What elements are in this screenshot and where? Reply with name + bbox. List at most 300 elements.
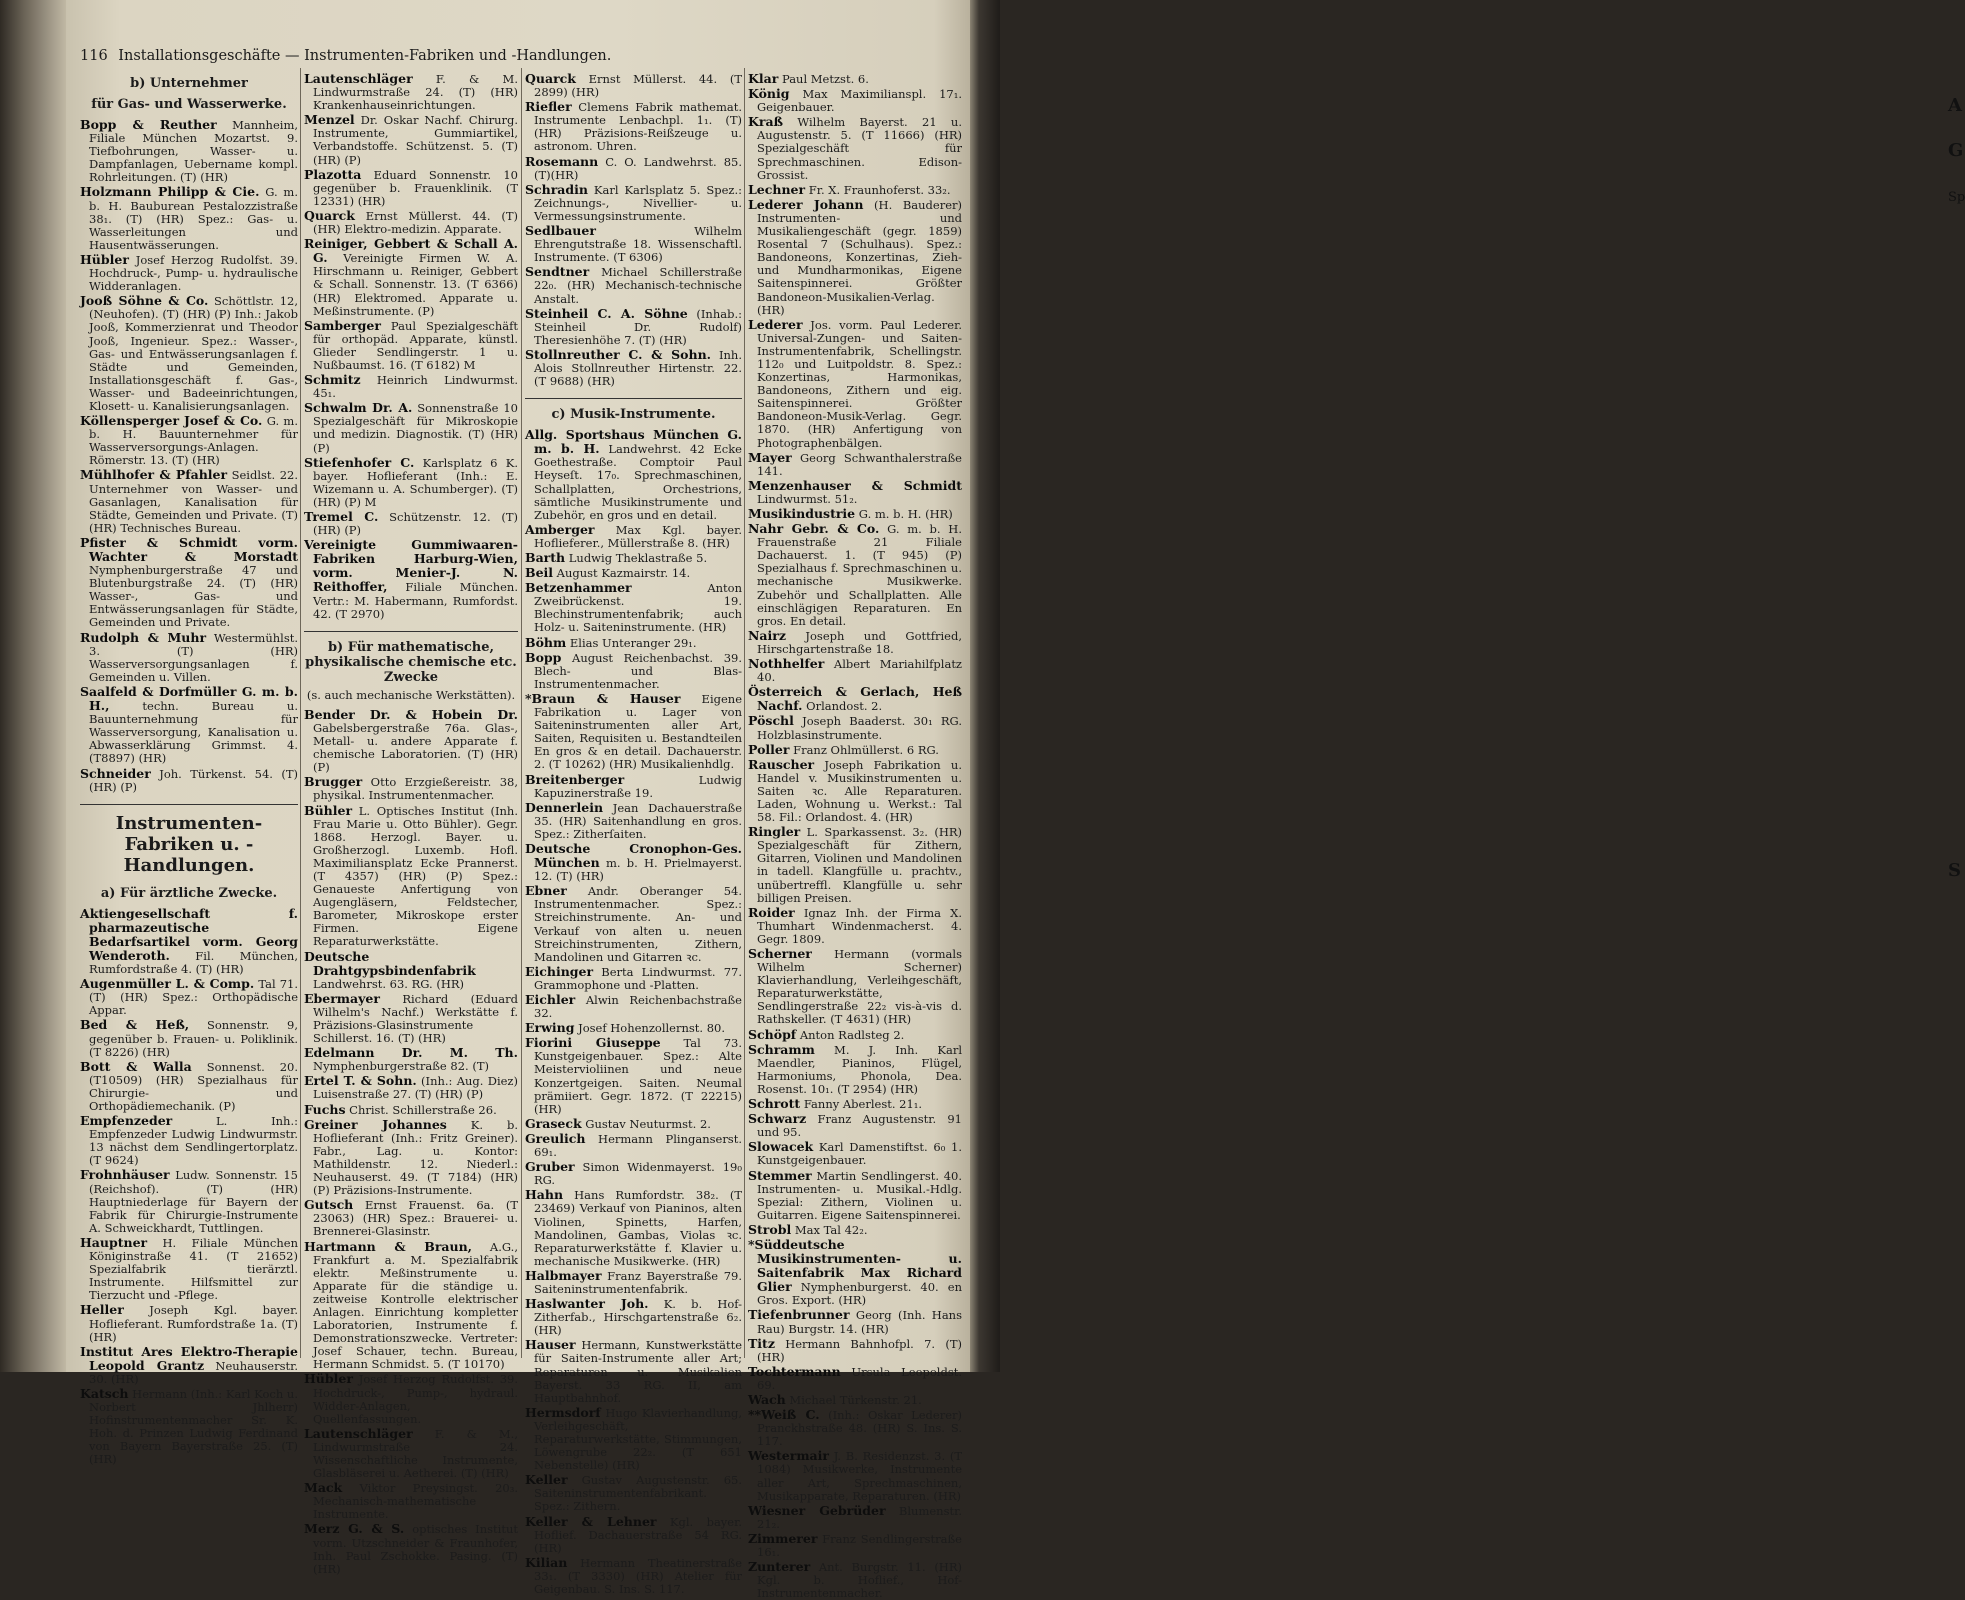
firm-name: Amberger	[525, 521, 595, 537]
entry-details: Vereinigte Firmen W. A. Hirschmann u. Reiniger, Gebbert & Schall. Sonnenstr. 13. (T 6366) (HR) Elektromed. Apparate u. Meßinstrumente. (P)	[313, 251, 518, 318]
firm-name: Keller	[525, 1472, 568, 1488]
firm-name: Ertel T. & Sohn.	[304, 1073, 417, 1089]
entry-details: Sonnenstraße 10 Spezialgeschäft für Mikroskopie und medizin. Diagnostik. (T) (HR) (P)	[313, 401, 518, 455]
firm-name: Merz G. & S.	[304, 1521, 405, 1537]
firm-name: Breitenberger	[525, 771, 625, 787]
firm-name: Musikindustrie	[748, 506, 856, 521]
firm-name: Mühlhofer & Pfahler	[80, 467, 228, 483]
firm-name: Pfister & Schmidt vorm. Wachter & Morstadt	[80, 534, 298, 564]
entry-details: G. m. b. H. Frauenstraße 21 Filiale Dachauerst. 1. (T 945) (P) Spezialhaus f. Sprechmaschinen u. mechanische Musikwerke. Zubehör und Schallplatten. Alle einschlägigen Reparaturen. En gros. En detail.	[757, 522, 962, 628]
directory-entry	[525, 773, 742, 800]
entry-details: Richard (Eduard Wilhelm's Nachf.) Werkstätte f. Präzisions-Glasinstrumente Schillerst. 16. (T) (HR)	[313, 991, 518, 1046]
directory-entry	[80, 1018, 298, 1058]
subsection-note: (s. auch mechanische Werkstätten).	[306, 687, 516, 702]
directory-entry	[80, 185, 298, 251]
entry-details: Schöttlstr. 12, (Neuhofen). (T) (HR) (P) Inh.: Jakob Jooß, Kommerzienrat und Theodor Jooß, Ingenieur. Spez.: Wasser-, Gas- und Entwässerungsanlagen f. Städte und Gemeinden, Installationsgeschäft f. Gas-, Wasser- und Badeeinrichtungen, Klosett- u. Kanalisierungsanlagen.	[89, 294, 298, 413]
firm-name: Graseck	[525, 1115, 582, 1131]
directory-entry	[748, 743, 962, 757]
directory-entry	[304, 538, 518, 621]
edge-fragment: A	[1948, 95, 1962, 116]
firm-name: Klar	[748, 71, 779, 86]
directory-entry	[304, 1103, 518, 1117]
directory-entry	[748, 629, 962, 656]
directory-entry	[80, 685, 298, 766]
entry-details: F. & M. Lindwurmstraße 24. (T) (HR) Krankenhauseinrichtungen.	[313, 72, 518, 113]
directory-entry	[80, 1303, 298, 1343]
firm-name: Zimmerer	[748, 1530, 818, 1546]
directory-entry	[304, 1074, 518, 1101]
firm-name: Schrott	[748, 1096, 801, 1112]
directory-entry	[304, 168, 518, 208]
firm-name: Nahr Gebr. & Co.	[748, 521, 880, 537]
edge-fragment: G	[1948, 140, 1964, 161]
firm-name: Hübler	[80, 251, 129, 267]
entry-details: C. O. Landwehrst. 85. (T)(HR)	[534, 154, 742, 182]
directory-entry	[80, 1114, 298, 1167]
entry-details: Karl Karlsplatz 5. Spez.: Zeichnungs-, Nivellier- u. Vermessungsinstrumente.	[534, 182, 742, 223]
directory-entry	[304, 72, 518, 112]
entry-details: Westermühlst. 3. (T) (HR) Wasserversorgungsanlagen f. Gemeinden u. Villen.	[89, 630, 298, 684]
entry-details: Ludwig Kapuzinerstraße 19.	[534, 772, 742, 800]
firm-name: Rudolph & Muhr	[80, 629, 207, 645]
directory-entry	[304, 1240, 518, 1372]
firm-name: Schramm	[748, 1041, 815, 1057]
entry-details: Sonnenstr. 9, gegenüber b. Frauen- u. Poliklinik. (T 8226) (HR)	[89, 1018, 298, 1059]
entry-details: (Inh.: Oskar Lederer) Pranckhstraße 48. (HR) S. Ins. S. 117.	[757, 1408, 962, 1449]
firm-name: Halbmayer	[525, 1267, 602, 1283]
firm-name: Heller	[80, 1302, 124, 1318]
directory-entry	[304, 510, 518, 537]
directory-entry	[525, 1036, 742, 1116]
entry-details: K. b. Hoflieferant (Inh.: Fritz Greiner). Fabr., Lag. u. Kontor: Mathildenstr. 12. Niederl.: Neuhauserst. 49. (T 7184) (HR) (P) Präzisions-Instrumente.	[313, 1117, 519, 1198]
directory-entry	[525, 183, 742, 223]
directory-entry	[304, 1522, 518, 1575]
firm-name: Greiner Johannes	[304, 1116, 447, 1132]
entry-details: Otto Erzgießereistr. 38, physikal. Instrumentenmacher.	[313, 775, 518, 803]
firm-name: Eichler	[525, 992, 576, 1007]
entry-details: Georg (Inh. Hans Rau) Burgstr. 14. (HR)	[757, 1308, 962, 1336]
directory-entry	[304, 1046, 518, 1073]
directory-entry	[748, 1238, 962, 1307]
entry-details: Landwehrst. 42 Ecke Goethestraße. Comptoir Paul Heyseſt. 17₀. Sprechmaschinen, Schallplatten, Orchestrions, sämtliche Musikinstrumente und Zubehör, en gros und en detail.	[534, 442, 742, 522]
directory-entry	[748, 714, 962, 741]
directory-entry	[748, 1028, 962, 1042]
column-4	[748, 71, 962, 1600]
column-rule	[744, 68, 745, 1358]
firm-name: Edelmann Dr. M. Th.	[304, 1045, 518, 1061]
firm-name: Mayer	[748, 449, 792, 465]
running-title: Installationsgeschäfte — Instrumenten-Fabriken und -Handlungen.	[118, 48, 612, 64]
firm-name: Greulich	[525, 1130, 586, 1146]
directory-entry	[525, 1269, 742, 1296]
firm-name: Plazotta	[304, 166, 362, 182]
entry-details: Gabelsbergerstraße 76a. Glas-, Metall- u. andere Apparate f. chemische Laboratorien. (T) (HR) (P)	[313, 720, 518, 775]
entry-details: Schützenstr. 12. (T) (HR) (P)	[313, 510, 518, 538]
firm-name: Rosemann	[525, 153, 599, 169]
firm-name: Fuchs	[304, 1101, 346, 1117]
entry-details: Ignaz Inh. der Firma X. Thumhart Windenmacherst. 4. Gegr. 1809.	[757, 905, 962, 946]
entry-details: Kgl. bayer. Hoflief. Dachauerstraße 54 RG. (HR)	[534, 1514, 742, 1555]
entry-details: Franz Bayerstraße 79. Saiteninstrumentenfabrik.	[534, 1268, 742, 1296]
directory-entry	[748, 87, 962, 114]
directory-entry	[304, 950, 518, 991]
directory-entry	[748, 507, 962, 521]
entry-details: Wilhelm Bayerst. 21 u. Augustenstr. 5. (T 11666) (HR) Spezialgeschäft für Sprechmaschinen. Edison-Grossist.	[757, 115, 962, 182]
entry-details: H. Filiale München Königinstraße 41. (T 21652) Spezialfabrik tierärztl. Instrumente. Hilfsmittel zur Tierzucht und -Pflege.	[89, 1235, 298, 1303]
entry-details: Karl Damenstiftst. 6₀ 1. Kunstgeigenbauer.	[757, 1140, 962, 1168]
entry-details: Eduard Sonnenstr. 10 gegenüber b. Frauenklinik. (T 12331) (HR)	[313, 167, 518, 208]
entry-details: Tal 73. Kunstgeigenbauer. Spez.: Alte Meistervioliinen und neue Konzertgeigen. Saiten. Neumal prämiiert. Gegr. 1872. (T 22215) (HR)	[534, 1036, 742, 1116]
firm-name: Lederer Johann	[748, 196, 864, 212]
entry-details: Viktor Preysingst. 20₃. Mechanisch-mathematische Instrumente.	[313, 1481, 518, 1522]
entry-details: Nymphenburgerstraße 82. (T)	[313, 1059, 489, 1074]
entry-details: Georg Schwanthalerstraße 141.	[757, 450, 962, 478]
firm-name: Jooß Söhne & Co.	[80, 293, 209, 309]
firm-name: Hahn	[525, 1187, 564, 1203]
entry-details: Josef Herzog Rudolfst. 39. Hochdruck-, Pump-, hydraul. Widder-Anlagen, Quellenfassungen.	[313, 1372, 518, 1426]
directory-entry	[80, 536, 298, 630]
entry-details: Hans Rumfordstr. 38₂. (T 23469) Verkauf von Pianinos, alten Violinen, Spinetts, Harfen, Mandolinen, Gambas, Violas ꝛc. Reparaturwerkstätte f. Klavier u. mechanische Musikwerke. (HR)	[534, 1188, 742, 1268]
directory-entry	[80, 253, 298, 293]
entry-details: Michael Schillerstraße 22₀. (HR) Mechanisch-technische Anstalt.	[534, 265, 742, 306]
directory-entry	[748, 1140, 962, 1167]
entry-details: optisches Institut vorm. Utzschneider & Fraunhofer, Inh. Paul Zschokke. Pasing. (T) (HR)	[313, 1522, 518, 1576]
firm-name: Institut Ares Elektro-Therapie Leopold Grantz	[80, 1343, 298, 1373]
firm-name: Brugger	[304, 774, 363, 790]
firm-name: Hauptner	[80, 1234, 148, 1250]
firm-name: Kilian	[525, 1554, 568, 1570]
directory-entry	[525, 523, 742, 550]
directory-entry	[304, 775, 518, 802]
directory-entry	[80, 118, 298, 184]
entry-details: Andr. Oberanger 54. Instrumentenmacher. Spez.: Streichinstrumente. An- und Verkauf von alten u. neuen Streichinstrumenten, Zithern, Mandolinen und Gitarren ꝛc.	[534, 884, 742, 964]
firm-name: Westermair	[748, 1448, 829, 1464]
firm-name: Wach	[748, 1392, 786, 1407]
directory-entry	[525, 993, 742, 1020]
entry-details: Ursula Leopoldst. 69.	[757, 1364, 962, 1392]
entry-details: Ernst Frauenst. 6a. (T 23063) (HR) Spez.: Brauerei- u. Brennerei-Glasinstr.	[313, 1198, 518, 1239]
directory-entry	[525, 72, 742, 99]
firm-name: Slowacek	[748, 1139, 814, 1155]
firm-name: Vereinigte Gummiwaaren-Fabriken Harburg-Wien, vorm. Menier-J. N. Reithoffer,	[304, 537, 518, 595]
entry-details: Hermann, Kunstwerkstätte für Saiten-Instrumente aller Art; Reparaturen u. Musikalien Bayerst. 33 RG. II, am Hauptbahnhof.	[534, 1338, 742, 1405]
entry-details: Nymphenburgerst. 40. en Gros. Export. (HR)	[757, 1280, 962, 1308]
entry-details: Max Maximilianspl. 17₁. Geigenbauer.	[757, 87, 962, 115]
section-heading: b) Unternehmer	[130, 76, 248, 91]
firm-name: Österreich & Gerlach, Heß Nachf.	[748, 684, 962, 714]
firm-name: Bott & Walla	[80, 1058, 192, 1074]
firm-name: Fiorini Giuseppe	[525, 1035, 661, 1051]
firm-name: Quarck	[304, 207, 355, 223]
entry-details: Sonnenst. 20. (T10509) (HR) Spezialhaus für Chirurgie- und Orthopädiemechanik. (P)	[89, 1059, 299, 1113]
firm-name: Barth	[525, 550, 566, 565]
next-page-edge	[970, 0, 1965, 1372]
entry-details: Hermann Plinganserst. 69₁.	[534, 1131, 742, 1160]
firm-name: Deutsche Drahtgypsbindenfabrik	[304, 948, 476, 978]
firm-name: Rauscher	[748, 756, 815, 772]
divider	[80, 804, 298, 805]
directory-entry	[525, 1406, 742, 1472]
directory-entry	[748, 758, 962, 824]
directory-entry	[525, 884, 742, 964]
firm-name: Gutsch	[304, 1197, 354, 1213]
entry-details: F. & M., Lindwurmstraße 24. Wissenschaftliche Instrumente, Glasbläserei u. Aetherei. (T) (HR)	[313, 1426, 518, 1481]
firm-name: Tremel C.	[304, 509, 379, 524]
firm-name: Lederer	[748, 316, 803, 332]
directory-entry	[525, 551, 742, 565]
directory-entry	[525, 1132, 742, 1159]
directory-entry	[525, 428, 742, 522]
firm-name: *Braun & Hauser	[525, 690, 681, 706]
entry-details: Ernst Müllerst. 44. (T 2899) (HR)	[534, 72, 742, 100]
firm-name: Schwarz	[748, 1111, 807, 1127]
entry-details: Hermann Bahnhofpl. 7. (T) (HR)	[757, 1336, 962, 1364]
directory-entry	[525, 801, 742, 841]
directory-entry	[80, 1236, 298, 1302]
firm-name: Dennerlein	[525, 799, 604, 815]
firm-name: Nairz	[748, 627, 786, 643]
entry-details: Joseph Kgl. bayer. Hoflieferant. Rumfordstraße 1a. (T) (HR)	[89, 1303, 298, 1344]
directory-entry	[304, 992, 518, 1045]
firm-name: Zunterer	[748, 1559, 811, 1575]
directory-entry	[525, 1188, 742, 1268]
firm-name: Menzenhauser & Schmidt	[748, 477, 962, 493]
column-rule	[521, 68, 522, 1358]
entry-list	[525, 72, 742, 388]
directory-entry	[748, 72, 962, 86]
firm-name: Bopp	[525, 649, 562, 665]
firm-name: Holzmann Philipp & Cie.	[80, 184, 260, 200]
firm-name: Saalfeld & Dorfmüller G. m. b. H.,	[80, 683, 298, 714]
directory-entry	[80, 977, 298, 1017]
firm-name: Scherner	[748, 946, 812, 961]
directory-entry	[748, 1112, 962, 1139]
directory-entry	[748, 825, 962, 905]
directory-entry	[748, 1449, 962, 1502]
firm-name: Schneider	[80, 765, 151, 781]
column-2	[304, 71, 519, 1576]
entry-details: (Inhab.: Steinheil Dr. Rudolf) Theresienhöhe 7. (T) (HR)	[534, 306, 742, 347]
entry-details: Alwin Reichenbachstraße 32.	[534, 993, 742, 1021]
book-binding	[0, 0, 70, 1372]
subsection-heading: a) Für ärztliche Zwecke.	[100, 885, 278, 901]
firm-name: Hauser	[525, 1337, 576, 1353]
firm-name: Beil	[525, 565, 554, 581]
firm-name: Tochtermann	[748, 1363, 841, 1379]
firm-name: Allg. Sportshaus München G. m. b. H.	[525, 427, 742, 457]
entry-details: techn. Bureau u. Bauunternehmung für Wasserversorgung, Kanalisation u. Abwasserklärung Grimmst. 4. (T8897) (HR)	[89, 699, 298, 766]
directory-entry	[525, 1556, 742, 1596]
entry-details: Gustav Augustenstr. 65. Saiteninstrumentenfabrikant. Spez.: Zithern.	[534, 1473, 742, 1514]
firm-name: Empfenzeder	[80, 1113, 173, 1129]
firm-name: Schwalm Dr. A.	[304, 400, 413, 416]
entry-list	[304, 72, 518, 621]
entry-details: Tal 71. (T) (HR) Spez.: Orthopädische Appar.	[89, 977, 298, 1018]
directory-entry	[748, 1532, 962, 1559]
directory-entry	[304, 237, 518, 318]
firm-name: Schradin	[525, 181, 588, 197]
directory-entry	[748, 1097, 962, 1111]
firm-name: Sedlbauer	[525, 223, 596, 239]
firm-name: Titz	[748, 1335, 775, 1351]
firm-name: Bed & Heß,	[80, 1017, 190, 1033]
entry-details: Michael Türkenstr. 21.	[785, 1393, 922, 1407]
entry-details: Fil. München, Rumfordstraße 4. (T) (HR)	[89, 948, 298, 977]
firm-name: Stiefenhofer C.	[304, 454, 415, 470]
directory-entry	[525, 265, 742, 305]
entry-details: Hermann Theatinerstraße 33₁. (T 3330) (HR) Atelier für Geigenbau. S. Ins. S. 117.	[534, 1555, 742, 1597]
entry-details: Anton Radlsteg 2.	[796, 1027, 905, 1042]
column-1	[80, 72, 299, 1467]
directory-entry	[304, 1372, 518, 1425]
entry-details: Martin Sendlingerst. 40. Instrumenten- u. Musikal.-Hdlg. Spezial: Zithern, Violinen u. Guitarren. Eigene Saitenspinnerei.	[757, 1168, 962, 1222]
firm-name: Katsch	[80, 1385, 129, 1401]
firm-name: Haslwanter Joh.	[525, 1296, 649, 1312]
entry-details: Albert Mariahilfplatz 40.	[757, 657, 962, 685]
entry-list	[748, 72, 962, 1600]
firm-name: Frohnhäuser	[80, 1167, 170, 1183]
firm-name: Tiefenbrunner	[748, 1307, 850, 1323]
entry-details: L. Sparkassenst. 3₂. (HR) Spezialgeschäft für Zithern, Gitarren, Violinen und Mandolinen in tadell. Klangfülle u. prachtv., unübertreffl. Klangfülle u. sehr billigen Preisen.	[757, 825, 962, 905]
directory-entry	[304, 456, 518, 509]
directory-entry	[748, 198, 962, 317]
page-number: 116	[80, 48, 108, 64]
entry-details: Berta Lindwurmst. 77. Grammophone und -Platten.	[534, 964, 742, 992]
entry-details: Christ. Schillerstraße 26.	[345, 1102, 497, 1117]
firm-name: Pöschl	[748, 713, 794, 729]
entry-details: Seidlst. 22. Unternehmer von Wasser- und Gasanlagen, Kanalisation für Städte, Gemeinden und Private. (T) (HR) Technisches Bureau.	[89, 468, 298, 535]
directory-entry	[304, 1118, 518, 1198]
directory-entry	[748, 906, 962, 946]
firm-name: Riefler	[525, 99, 572, 115]
firm-name: Steinheil C. A. Söhne	[525, 305, 688, 321]
directory-entry	[748, 522, 962, 628]
directory-entry	[748, 451, 962, 478]
entry-list	[80, 907, 298, 1467]
entry-details: Ludw. Sonnenstr. 15 (Reichshof). (T) (HR) Hauptniederlage für Bayern der Fabrik für Chirurgie-Instrumente A. Schweickhardt, Tuttlingen.	[89, 1168, 298, 1235]
directory-entry	[748, 1043, 962, 1096]
entry-details: Paul Spezialgeschäft für orthopäd. Apparate, künstl. Glieder Sendlingerstr. 1 u. Nußbaumst. 16. (T 6182) M	[313, 318, 518, 372]
firm-name: Kraß	[748, 114, 784, 130]
subsection-heading: c) Musik-Instrumente.	[551, 407, 716, 423]
entry-details: Ludwig Theklastraße 5.	[565, 551, 708, 565]
directory-entry	[525, 1297, 742, 1337]
entry-details: (H. Bauderer) Instrumenten- und Musikaliengeschäft (gegr. 1859) Rosental 7 (Schulhaus). Spez.: Bandoneons, Konzertinas, Zieh- und Mundharmonikas, Eigene Saitenspinnerei. Größter Bandoneon-Musikalien-Verlag. (HR)	[757, 197, 962, 317]
firm-name: Schöpf	[748, 1026, 797, 1042]
directory-entry	[748, 1408, 962, 1448]
directory-entry	[748, 1504, 962, 1531]
firm-name: Sendtner	[525, 264, 590, 280]
directory-entry	[748, 685, 962, 713]
column-3	[525, 71, 743, 1597]
firm-name: Ringler	[748, 824, 801, 840]
divider	[525, 398, 742, 399]
firm-name: Betzenhammer	[525, 580, 632, 596]
entry-details: Orlandost. 2.	[802, 699, 883, 714]
directory-entry	[525, 566, 742, 580]
directory-entry	[525, 1338, 742, 1404]
firm-name: Quarck	[525, 71, 576, 86]
directory-entry	[304, 1198, 518, 1238]
divider	[304, 631, 518, 632]
entry-details: Paul Metzst. 6.	[778, 72, 869, 86]
entry-details: Joh. Türkenst. 54. (T) (HR) (P)	[89, 766, 298, 794]
column-rule	[300, 68, 301, 1358]
firm-name: Strobl	[748, 1221, 792, 1237]
firm-name: Mack	[304, 1480, 343, 1496]
directory-entry	[748, 1223, 962, 1237]
directory-entry	[80, 1387, 298, 1467]
entry-details: Gustav Neuturmst. 2.	[581, 1116, 711, 1131]
directory-entry	[80, 767, 298, 794]
firm-name: Lautenschläger	[304, 71, 413, 86]
entry-details: Franz Sendlingerstraße 16₁.	[757, 1531, 962, 1560]
firm-name: Stollnreuther C. & Sohn.	[525, 346, 712, 362]
entry-details: Landwehrst. 63. RG. (HR)	[313, 976, 464, 991]
directory-entry	[525, 224, 742, 264]
directory-entry	[304, 319, 518, 372]
entry-details: Nymphenburgerstraße 47 und Blutenburgstraße 24. (T) (HR) Wasser-, Gas- und Entwässerungsanlagen für Städte, Gemeinden und Private.	[89, 563, 298, 630]
entry-details: Jean Dachauerstraße 35. (HR) Saitenhandlung en gros. Spez.: Zitherſaiten.	[534, 800, 742, 841]
entry-details: Eigene Fabrikation u. Lager von Saiteninstrumenten aller Art, Saiten, Requisiten u. Bestandteilen En gros & en detail. Dachauerstr. 2. (T 10262) (HR) Musikalienhdlg.	[534, 691, 742, 772]
firm-name: Reiniger, Gebbert & Schall A. G.	[304, 236, 518, 266]
directory-entry	[304, 1481, 518, 1521]
directory-entry	[80, 414, 298, 467]
entry-details: K. b. Hof-Zitherfab., Hirschgartenstraße 6₂. (HR)	[534, 1297, 743, 1338]
firm-name: Lautenschläger	[304, 1425, 413, 1441]
directory-entry	[80, 631, 298, 684]
running-header	[80, 48, 612, 64]
entry-details: J. B. Residenzst. 3. (T 1084) Musikwerke, Instrumente aller Art, Sprechmaschinen, Musikapparate, Reparaturen. (HR)	[757, 1449, 962, 1503]
entry-list	[304, 708, 518, 1576]
entry-details: m. b. H. Prielmayerst. 12. (T) (HR)	[534, 856, 742, 884]
entry-details: Hermann (vormals Wilhelm Scherner) Klavierhandlung, Verleihgeschäft, Reparaturwerkstätte, Sendlingerstraße 22₂ vis-à-vis d. Rathskeller. (T 4631) (HR)	[757, 947, 962, 1027]
directory-entry	[525, 1160, 742, 1187]
directory-entry	[80, 1168, 298, 1234]
directory-entry	[525, 1473, 742, 1513]
directory-entry	[525, 651, 742, 691]
firm-name: König	[748, 86, 790, 102]
directory-entry	[304, 401, 518, 454]
directory-entry	[80, 294, 298, 413]
entry-details: August Reichenbachst. 39. Blech- und Blas-Instrumentenmacher.	[534, 650, 742, 691]
directory-entry	[304, 373, 518, 400]
entry-details: Hugo Klavierhandlung, Verleihgeschäft, Reparaturwerkstätte, Stimmungen, Löwengrube 22₂. (T 651 Nebenstelle) (HR)	[534, 1405, 742, 1473]
firm-name: Bühler	[304, 802, 353, 818]
directory-entry	[304, 804, 518, 949]
entry-details: Jos. vorm. Paul Lederer. Universal-Zungen- und Saiten-Instrumentenfabrik, Schellingstr. 112₀ und Luitpoldstr. 8. Spez.: Konzertinas, Harmonikas, Bandoneons, Zithern und eig. Saitenspinnerei. Größter Bandoneon-Musik-Verlag. Gegr. 1870. (HR) Anfertigung von Photographenbälgen.	[757, 317, 962, 450]
entry-details: Josef Herzog Rudolfst. 39. Hochdruck-, Pump- u. hydraulische Widderanlagen.	[89, 252, 298, 294]
firm-name: Nothhelfer	[748, 656, 825, 672]
entry-details: G. m. b. H. Bauunternehmer für Wasserversorgungs-Anlagen. Römerstr. 13. (T) (HR)	[89, 414, 298, 468]
entry-details: Fanny Aberlest. 21₁.	[800, 1097, 923, 1112]
directory-entry	[525, 100, 742, 153]
entry-details: Josef Hohenzollernst. 80.	[574, 1021, 726, 1036]
directory-entry	[748, 1308, 962, 1335]
entry-details: Hermann (Inh.: Karl Koch u. Norbert Jhlherr) Hofinstrumentenmacher Sr. K. Hoh. d. Prinzen Ludwig Ferdinand von Bayern Bayerstraße 25. (T) (HR)	[89, 1386, 298, 1467]
firm-name: Keller & Lehner	[525, 1513, 657, 1529]
directory-entry	[748, 318, 962, 450]
directory-entry	[525, 581, 742, 634]
entry-details: L. Inh.: Empfenzeder Ludwig Lindwurmstr. 13 nächst dem Sendlingertorplatz. (T 9624)	[89, 1114, 298, 1168]
entry-details: Ernst Müllerst. 44. (T) (HR) Elektro-medizin. Apparate.	[313, 208, 518, 237]
entry-details: G. m. b. H. Bauburean Pestalozzistraße 38₁. (T) (HR) Spez.: Gas- u. Wasserleitungen und Hausentwässerungen.	[89, 185, 298, 252]
directory-entry	[525, 842, 742, 883]
entry-details: Franz Augustenstr. 91 und 95.	[757, 1112, 962, 1140]
directory-entry	[304, 209, 518, 236]
directory-entry	[525, 1515, 742, 1555]
firm-name: Augenmüller L. & Comp.	[80, 976, 255, 992]
